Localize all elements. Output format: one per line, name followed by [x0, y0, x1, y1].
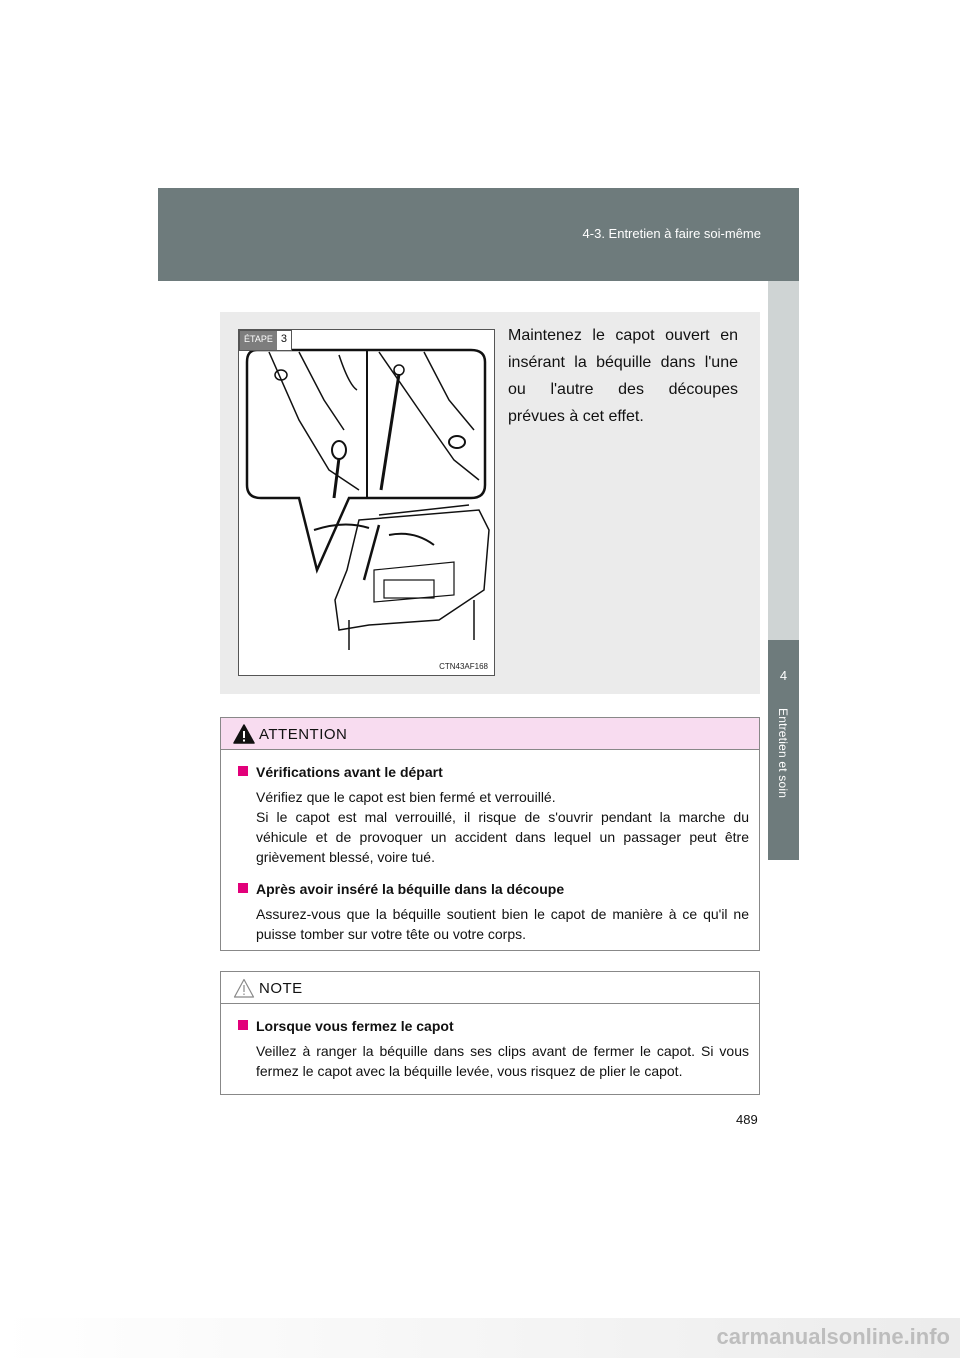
attention-item-heading-text: Vérifications avant le départ	[256, 764, 443, 780]
attention-item	[238, 764, 749, 867]
note-item-body	[256, 1041, 749, 1081]
attention-item-heading-text: Après avoir inséré la béquille dans la découpe	[256, 881, 565, 897]
note-header	[221, 972, 759, 1004]
step-instruction: Maintenez le capot ouvert en insérant la béquille dans l'une ou l'autre des découpes prévues à cet effet.	[508, 327, 738, 425]
bullet-square	[238, 883, 248, 893]
note-item-heading-text: Lorsque vous fermez le capot	[256, 1018, 454, 1034]
side-tab-upper	[768, 281, 799, 640]
note-item-heading	[238, 1018, 749, 1034]
bullet-square	[238, 766, 248, 776]
attention-title: ATTENTION	[259, 726, 348, 743]
attention-item-body	[256, 904, 749, 944]
attention-header	[221, 718, 759, 750]
hood-illustration-drawing	[239, 330, 494, 675]
attention-item-heading	[238, 881, 749, 897]
step-badge-word: ÉTAPE	[240, 331, 277, 350]
note-item	[238, 1018, 749, 1081]
attention-item	[238, 881, 749, 944]
bullet-square	[238, 1020, 248, 1030]
note-box	[220, 971, 760, 1095]
warning-icon	[233, 724, 255, 744]
attention-line: Assurez-vous que la béquille soutient bien le capot de manière à ce qu'il ne puisse tomber sur votre tête ou votre corps.	[256, 906, 749, 942]
figure-code: CTN43AF168	[439, 662, 488, 671]
note-line: Veillez à ranger la béquille dans ses clips avant de fermer le capot. Si vous fermez le capot avec la béquille levée, vous risquez de plier le capot.	[256, 1043, 749, 1079]
attention-line: Si le capot est mal verrouillé, il risque de s'ouvrir pendant la marche du véhicule et de provoquer un accident dans lequel un passager peut être grièvement blessé, voire tué.	[256, 809, 749, 865]
caution-outline-icon	[233, 978, 255, 998]
step-panel	[220, 312, 760, 694]
header-band	[158, 188, 799, 281]
page-number: 489	[736, 1112, 758, 1127]
step-badge-number: 3	[280, 333, 287, 345]
chapter-tab[interactable]	[768, 640, 799, 860]
attention-box	[220, 717, 760, 951]
step-badge	[239, 330, 292, 351]
chapter-number: 4	[779, 668, 788, 683]
chapter-title: Entretien et soin	[776, 708, 790, 799]
attention-item-heading	[238, 764, 749, 780]
watermark-band	[0, 1318, 960, 1358]
section-title: 4-3. Entretien à faire soi-même	[582, 226, 761, 241]
watermark-text[interactable]: carmanualsonline.info	[716, 1324, 950, 1349]
hood-support-illustration	[238, 329, 495, 676]
note-title: NOTE	[259, 980, 303, 997]
attention-line: Vérifiez que le capot est bien fermé et verrouillé.	[256, 789, 556, 805]
attention-item-body	[256, 787, 749, 867]
